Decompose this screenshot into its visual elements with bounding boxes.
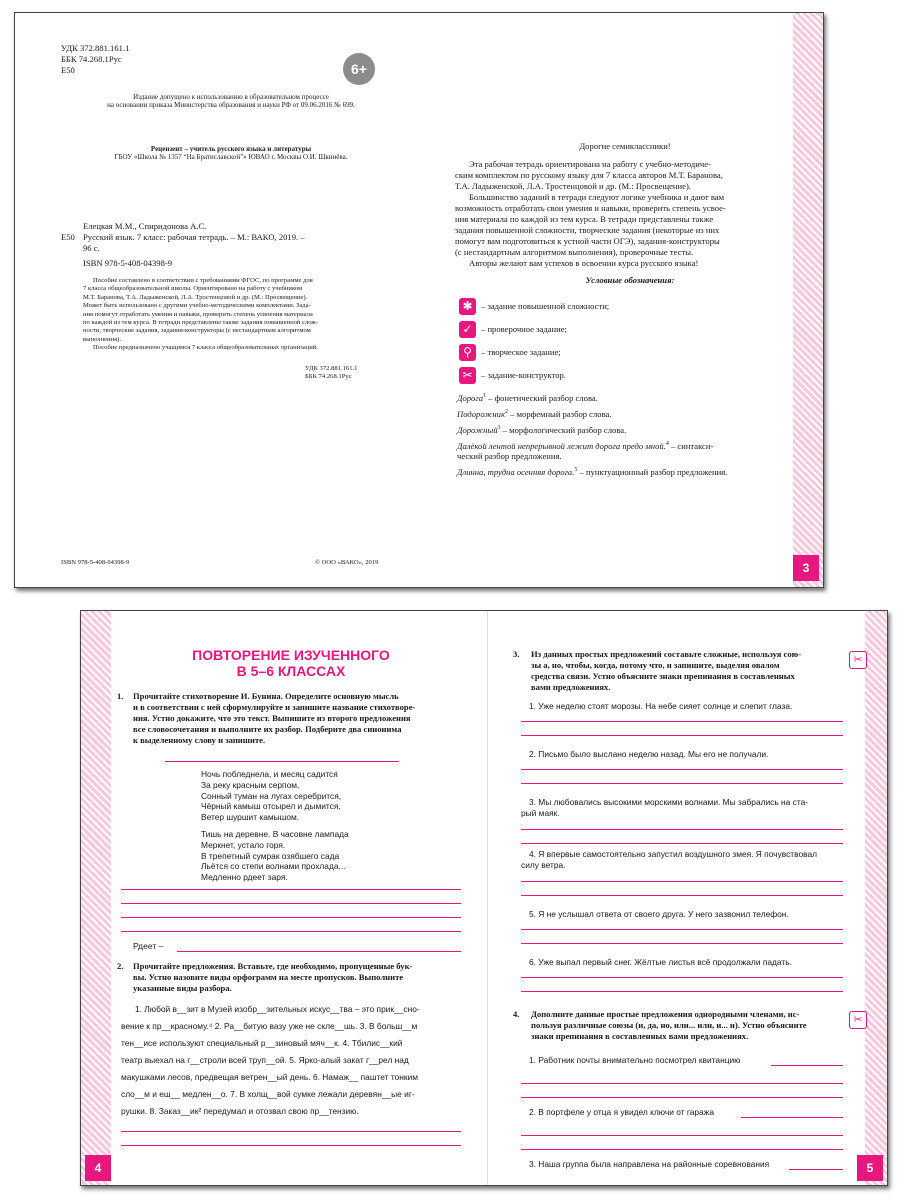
intro-text	[455, 159, 785, 269]
task-4-text	[531, 1009, 851, 1042]
parse-word: Дорога	[457, 392, 484, 403]
annotation-line: Может быть использовано с другими учебно-методическими комплектами. Зада-	[83, 302, 311, 310]
answer-line[interactable]	[521, 735, 843, 736]
answer-line[interactable]	[177, 951, 461, 952]
udk-code: УДК 372.881.161.1	[61, 43, 130, 53]
annotation-line: выполнения).	[83, 335, 121, 343]
catalog-codes	[61, 43, 129, 76]
intro-line: (с нестандартным алгоритмом выполнения), проверочные тесты.	[455, 247, 694, 257]
answer-line[interactable]	[741, 1117, 843, 1118]
parse-morphology	[457, 423, 793, 436]
sentence-line: тен__исе используют специальный р__зиновый мяч__к. 4. Тбилис__кий	[121, 1038, 403, 1048]
answer-line[interactable]	[121, 1145, 461, 1146]
approval-line: Издание допущено к использованию в образовательном процессе	[133, 93, 329, 101]
exercise-item: 2. Письмо было выслано неделю назад. Мы его не получали.	[529, 749, 769, 759]
exercise-item: 1. Уже неделю стоят морозы. На небе сияет солнце и слепит глаза.	[529, 701, 793, 711]
task-line: и в соответствии с ней сформулируйте и запишите название стихотворе-	[133, 702, 416, 712]
heading-line: ПОВТОРЕНИЕ ИЗУЧЕННОГО	[192, 647, 390, 663]
poem	[201, 769, 349, 883]
reviewer-line: ГБОУ «Школа № 1357 “На Братиславской”» ЮВАО г. Москвы О.И. Шкинёва.	[114, 153, 348, 162]
legend-item: – проверочное задание;	[481, 324, 567, 334]
sentence-line: театр выехал на г__строли всей труп__ой. 5. Ярко-алый закат г__рел над	[121, 1055, 409, 1065]
answer-line[interactable]	[521, 895, 843, 896]
answer-line[interactable]	[521, 1135, 843, 1136]
parse-sup: 3	[497, 424, 501, 431]
poem-line: Меркнет, устало горя.	[201, 839, 286, 850]
parse-word: Далёкой лентой непрерывной лежит дорога предо мной.	[457, 440, 666, 451]
legend-item: – задание повышенной сложности;	[481, 301, 610, 311]
parse-sup: 4	[665, 440, 669, 447]
tools-icon: ✂	[849, 1011, 867, 1029]
answer-line[interactable]	[121, 889, 461, 890]
magnifier-icon: ⚲	[459, 344, 476, 361]
task-line: Дополните данные простые предложения однородными членами, ис-	[531, 1009, 800, 1019]
footer-isbn: ISBN 978-5-408-04398-9	[61, 559, 130, 566]
reviewer-note	[61, 145, 401, 162]
answer-line[interactable]	[521, 943, 843, 944]
footer-copyright: © ООО «ВАКО», 2019	[315, 559, 379, 566]
task-1-text	[133, 691, 473, 746]
page-edge-hatch	[793, 13, 823, 587]
intro-line: Т.А. Ладыженской, Л.А. Тростенцовой и др. (М.: Просвещение).	[455, 181, 691, 191]
sentence-line: рушки. 8. Заказ__ик² передумал и отозвал свою пр__тензию.	[121, 1106, 359, 1116]
parse-sup: 1	[483, 393, 487, 399]
exercise-item: 5. Я не услышал ответа от своего друга. У него зазвонил телефон.	[529, 909, 789, 919]
parse-desc: – фонетический разбор слова.	[486, 392, 598, 403]
catalog-codes-footer	[305, 365, 357, 382]
exercise-item: 4. Я впервые самостоятельно запустил воздушного змея. Я почувствовал	[529, 849, 818, 859]
task-line: к выделенному слову и запишите.	[133, 735, 266, 745]
title-code: Е50	[61, 232, 75, 242]
answer-line[interactable]	[165, 761, 399, 762]
exercise-item: 2. В портфеле у отца я увидел ключи от гаража	[529, 1107, 714, 1117]
parse-desc: – морфемный разбор слова.	[508, 408, 612, 419]
task-line: Прочитайте предложения. Вставьте, где необходимо, пропущенные бук-	[133, 961, 413, 971]
parse-desc: – пунктуационный разбор предложения.	[577, 467, 728, 478]
exercise-item: 3. Наша группа была направлена на районные соревнования	[529, 1159, 770, 1169]
legend-item: – задание-конструктор.	[481, 370, 566, 380]
task-line: пользуя различные союзы (и, да, но, или... или, и... и). Устно объясните	[531, 1020, 807, 1030]
task-line: вы. Устно назовите виды орфограмм на месте пропусков. Выполните	[133, 972, 404, 982]
bbk-code: ББК 74.268.1Рус	[61, 54, 122, 64]
parse-desc: – синтакси-	[668, 440, 714, 451]
answer-line[interactable]	[521, 1149, 843, 1150]
parse-syntax	[457, 439, 793, 452]
annotation-line: по каждой из тем курса. В тетради представлены также задания повышенной слож-	[83, 319, 319, 327]
exercise-item: 1. Работник почты внимательно посмотрел квитанцию	[529, 1055, 741, 1065]
approval-line: на основании приказа Министерства образования и науки РФ от 09.06.2016 № 699.	[107, 101, 355, 110]
task-3-text	[531, 649, 851, 693]
task-line: Прочитайте стихотворение И. Бунина. Определите основную мысль	[133, 691, 399, 701]
heading-line: В 5–6 КЛАССАХ	[236, 663, 346, 679]
sentence-line: 1. Любой в__зит в Музей изобр__зительных искус__тва – это прик__сно-	[135, 1004, 420, 1014]
answer-line[interactable]	[521, 881, 843, 882]
page-number: 3	[793, 555, 819, 581]
page-number: 5	[857, 1155, 883, 1181]
author-code: Е50	[61, 65, 75, 75]
rdeet-label: Рдеет –	[133, 941, 164, 951]
answer-line[interactable]	[521, 929, 843, 930]
greeting: Дорогие семиклассники!	[579, 141, 671, 151]
parse-word: Подорожник	[457, 408, 505, 419]
task-number: 1.	[117, 691, 124, 701]
parse-punctuation	[457, 465, 793, 478]
exercise-item-cont: силу ветра.	[521, 860, 566, 870]
parse-word: Дорожный	[457, 424, 498, 435]
poem-line: Тишь на деревне. В часовне лампада	[201, 828, 349, 839]
poem-line: Ночь побледнела, и месяц садится	[201, 769, 338, 779]
answer-line[interactable]	[521, 769, 843, 770]
answer-line[interactable]	[789, 1169, 843, 1170]
pages-4-5-spread	[80, 610, 888, 1186]
asterisk-icon: ✱	[459, 298, 476, 315]
page-3	[14, 12, 824, 588]
annotation	[83, 277, 403, 353]
spine-divider	[487, 611, 488, 1185]
title-line: Русский язык. 7 класс: рабочая тетрадь. – М.: ВАКО, 2019. –	[83, 232, 305, 242]
poem-line: Сонный туман на лугах серебрится,	[201, 790, 342, 801]
task-line: средства связи. Устно объясните знаки препинания в составленных	[531, 671, 795, 681]
annotation-line: ности, творческие задания, задания-конструкторы (с нестандартным алгоритмом	[83, 327, 311, 335]
intro-line: ским комплектом по русскому языку для 7 класса авторов М.Т. Баранова,	[455, 170, 723, 180]
intro-line: помогут вам подготовиться к устной части ОГЭ), задания-конструкторы	[455, 236, 720, 246]
task-2-sentences	[121, 1001, 461, 1120]
intro-line: ния материала по каждой из тем курса. В тетради представлены также	[455, 214, 714, 224]
intro-line: задания повышенной сложности, творческие задания (некоторые из них	[455, 225, 720, 235]
answer-line[interactable]	[121, 903, 461, 904]
poem-line: Льётся со степи волнами прохлада...	[201, 861, 346, 872]
sentence-line: макушками лесов, предвещая ветрен__ый день. 6. Намаж__ паштет тонким	[121, 1072, 418, 1082]
annotation-line: ния помогут отработать умения и навыки, проверить степень усвоения материала	[83, 310, 313, 318]
answer-line[interactable]	[521, 829, 843, 830]
answer-line[interactable]	[521, 1097, 843, 1098]
tools-icon: ✂	[459, 367, 476, 384]
answer-line[interactable]	[121, 1131, 461, 1132]
parse-sup: 5	[574, 467, 578, 474]
legend-title: Условные обозначения:	[585, 275, 675, 285]
parse-word: Длинна, трудна осенняя дорога.	[457, 467, 575, 478]
poem-line: В трепетный сумрак озябшего сада	[201, 850, 340, 861]
task-line: ния. Устно докажите, что это текст. Выпишите из второго предложения	[133, 713, 411, 723]
answer-line[interactable]	[771, 1065, 843, 1066]
task-number: 2.	[117, 961, 124, 971]
answer-line[interactable]	[521, 991, 843, 992]
title-record	[83, 232, 403, 269]
title-line: 96 с.	[83, 243, 100, 253]
poem-line: Медленно рдеет заря.	[201, 872, 288, 883]
parse-phonetic	[457, 391, 793, 404]
exercise-item: 3. Мы любовались высокими морскими волнами. Мы забрались на ста-	[529, 797, 809, 807]
poem-line: Ветер шуршит камышом.	[201, 812, 300, 823]
exercise-item: 6. Уже выпал первый снег. Жёлтые листья всё продолжали падать.	[529, 957, 792, 967]
answer-line[interactable]	[521, 721, 843, 722]
task-line: все словосочетания и выполните их разбор. Подберите два синонима	[133, 724, 402, 734]
exercise-item-cont: рый маяк.	[521, 808, 560, 818]
answer-line[interactable]	[521, 1083, 843, 1084]
answer-line[interactable]	[521, 977, 843, 978]
intro-line: Авторы желают вам успехов в освоении курса русского языка!	[469, 258, 699, 268]
task-number: 3.	[513, 649, 520, 659]
authors: Елецкая М.М., Спиридонова А.С.	[83, 221, 207, 231]
bbk-code: ББК 74.268.1Рус	[305, 373, 352, 381]
intro-line: Большинство заданий в тетради следуют логике учебника и дают вам	[469, 192, 725, 202]
intro-line: Эта рабочая тетрадь ориентирована на работу с учебно-методиче-	[469, 159, 711, 169]
poem-line: Чёрный камыш отсырел и дымится,	[201, 801, 341, 812]
parse-sup: 2	[505, 408, 508, 415]
answer-line[interactable]	[121, 917, 461, 918]
age-rating-badge: 6+	[343, 53, 375, 85]
sentence-line: вение к пр__красному.⁴ 2. Ра__битую вазу уже не скле__шь. 3. В больш__м	[121, 1021, 418, 1031]
section-heading	[121, 647, 461, 679]
task-line: Из данных простых предложений составьте сложные, используя сою-	[531, 649, 802, 659]
approval-note	[61, 93, 401, 110]
task-line: зы а, но, чтобы, когда, потому что, и запишите, выделяя овалом	[531, 660, 780, 670]
annotation-line: Пособие предназначено учащимся 7 класса общеобразовательных организаций.	[93, 344, 318, 352]
annotation-line: М.Т. Баранова, Т.А. Ладыженской, Л.А. Тростенцовой и др. (М.: Просвещение).	[83, 293, 308, 301]
parse-desc: – морфологический разбор слова.	[500, 424, 627, 435]
page-number: 4	[85, 1155, 111, 1181]
page-edge-hatch	[865, 611, 887, 1185]
answer-line[interactable]	[121, 931, 461, 932]
isbn: ISBN 978-5-408-04398-9	[83, 258, 173, 268]
reviewer-line: Рецензент – учитель русского языка и литературы	[150, 145, 312, 153]
answer-line[interactable]	[521, 783, 843, 784]
annotation-line: Пособие составлено в соответствии с требованиями ФГОС, по программе для	[93, 277, 313, 284]
task-number: 4.	[513, 1009, 520, 1019]
answer-line[interactable]	[521, 843, 843, 844]
task-line: вами предложениях.	[531, 682, 611, 692]
intro-line: возможность отработать свои умения и навыки, проверить степень усвое-	[455, 203, 726, 213]
task-line: знаки препинания в составленных вами предложениях.	[531, 1031, 749, 1041]
udk-code: УДК 372.881.161.1	[305, 365, 358, 372]
parse-desc: ческий разбор предложения.	[457, 451, 562, 462]
parsing-legend	[457, 391, 793, 478]
task-2-text	[133, 961, 473, 994]
sentence-line: сло__м и еш__ медлен__о. 7. В холщ__вой сумке лежали деревян__ые иг-	[121, 1089, 415, 1099]
checkmark-icon: ✓	[459, 321, 476, 338]
poem-line: За реку красным серпом.	[201, 779, 300, 790]
legend-item: – творческое задание;	[481, 347, 561, 357]
tools-icon: ✂	[849, 651, 867, 669]
page-edge-hatch	[81, 611, 111, 1185]
parse-morpheme	[457, 407, 793, 420]
annotation-line: 7 класса общеобразовательной школы. Ориентировано на работу с учебником	[83, 285, 303, 293]
task-line: указанные виды разбора.	[133, 983, 232, 993]
